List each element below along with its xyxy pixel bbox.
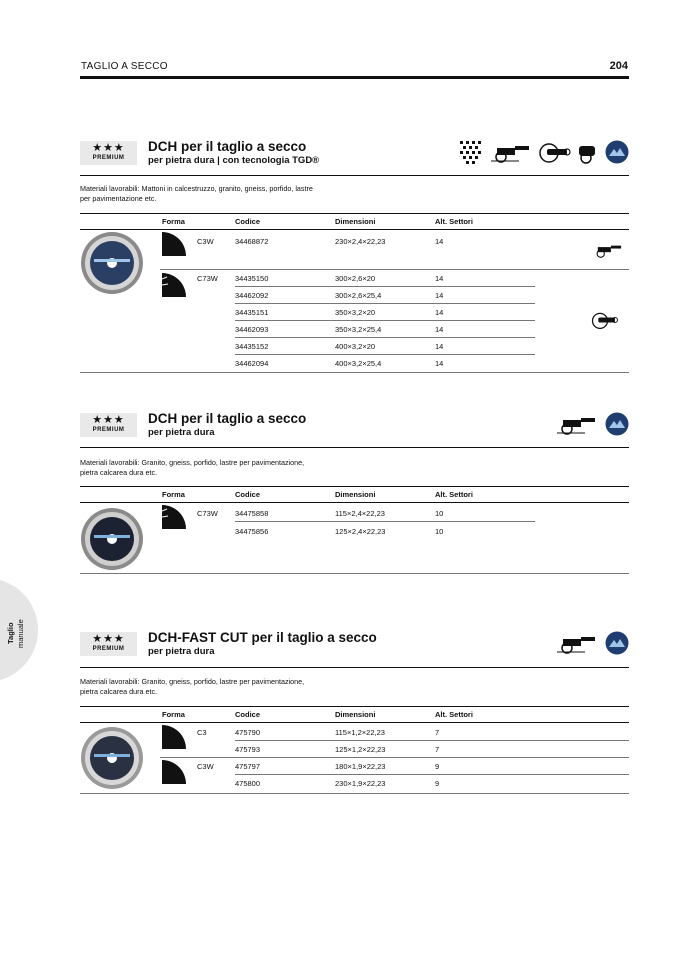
segment-shape-c73w [162, 273, 186, 297]
col-codice: Codice [235, 710, 261, 719]
product-section-dch [80, 411, 629, 581]
row-rule [235, 337, 535, 338]
col-codice: Codice [235, 490, 261, 499]
codice-value: 34435151 [235, 308, 269, 317]
premium-label: PREMIUM [92, 427, 125, 433]
dimensioni-value: 400×3,2×20 [335, 342, 376, 351]
table-top-rule [80, 706, 629, 707]
title-rule [80, 447, 629, 448]
alt-value: 9 [435, 762, 440, 771]
row-rule [235, 521, 535, 522]
dimensioni-value: 125×1,2×22,23 [335, 745, 386, 754]
alt-value: 10 [435, 509, 444, 518]
materials-line1: Materiali lavorabili: Mattoni in calcestruzzo, granito, gneiss, porfido, lastre [80, 184, 313, 193]
product-section-dch-tgd [80, 139, 629, 379]
col-dimensioni: Dimensioni [335, 710, 376, 719]
wall-saw-icon [592, 241, 624, 259]
forma-value: C3 [197, 728, 207, 737]
col-dimensioni: Dimensioni [335, 217, 376, 226]
codice-value: 475793 [235, 745, 261, 754]
col-alt-settori: Alt. Settori [435, 710, 473, 719]
row-rule [235, 774, 629, 775]
forma-value: C73W [197, 274, 218, 283]
alt-value: 14 [435, 359, 444, 368]
table-top-rule [80, 213, 629, 214]
section-bottom-rule [80, 573, 629, 574]
materials-line2: pietra calcarea dura etc. [80, 687, 158, 696]
rating-stars: ★★★ [92, 633, 125, 645]
forma-value: C3W [197, 762, 214, 771]
premium-badge [80, 632, 137, 656]
materials-line1: Materiali lavorabili: Granito, gneiss, porfido, lastre per pavimentazione, [80, 458, 305, 467]
row-rule [235, 320, 535, 321]
wall-saw-icon [489, 141, 533, 163]
premium-badge [80, 413, 137, 437]
alt-value: 14 [435, 237, 444, 246]
row-rule [235, 354, 535, 355]
application-icons [555, 411, 629, 437]
table-header-rule [80, 502, 629, 503]
materials-text [80, 677, 380, 697]
section-title: DCH-FAST CUT per il taglio a secco [148, 630, 377, 645]
alt-value: 14 [435, 274, 444, 283]
alt-value: 14 [435, 291, 444, 300]
dimensioni-value: 350×3,2×25,4 [335, 325, 382, 334]
power-cutter-icon [577, 140, 599, 164]
alt-value: 14 [435, 325, 444, 334]
codice-value: 34462092 [235, 291, 269, 300]
segment-shape-c3 [162, 725, 186, 749]
rating-stars: ★★★ [92, 142, 125, 154]
section-subtitle: per pietra dura [148, 427, 215, 438]
dimensioni-value: 115×2,4×22,23 [335, 509, 385, 518]
dimensioni-value: 300×2,6×25,4 [335, 291, 382, 300]
col-dimensioni: Dimensioni [335, 490, 376, 499]
materials-text [80, 184, 380, 204]
title-rule [80, 175, 629, 176]
application-icons [459, 139, 629, 165]
dimensioni-value: 180×1,9×22,23 [335, 762, 386, 771]
codice-value: 475797 [235, 762, 261, 771]
col-forma: Forma [162, 217, 185, 226]
premium-label: PREMIUM [92, 646, 125, 652]
alt-value: 10 [435, 527, 444, 536]
stone-material-icon [605, 631, 629, 655]
materials-line2: pietra calcarea dura etc. [80, 468, 158, 477]
dimensioni-value: 230×2,4×22,23 [335, 237, 386, 246]
codice-value: 34475858 [235, 509, 269, 518]
page-number: 204 [609, 60, 628, 72]
page-section-title: TAGLIO A SECCO [81, 61, 168, 72]
rating-stars: ★★★ [92, 414, 125, 426]
col-alt-settori: Alt. Settori [435, 217, 473, 226]
stone-material-icon [605, 412, 629, 436]
product-section-dch-fast-cut [80, 630, 629, 800]
row-rule [235, 286, 535, 287]
segment-shape-c73w [162, 505, 186, 529]
diamond-blade-image [80, 231, 144, 295]
segment-shape-c3w [162, 760, 186, 784]
table-top-rule [80, 486, 629, 487]
section-bottom-rule [80, 372, 629, 373]
alt-value: 14 [435, 308, 444, 317]
col-codice: Codice [235, 217, 261, 226]
forma-value: C3W [197, 237, 214, 246]
side-tab-line1: Taglio [6, 622, 15, 644]
codice-value: 34475856 [235, 527, 269, 536]
forma-value: C73W [197, 509, 218, 518]
title-rule [80, 667, 629, 668]
application-icons [555, 630, 629, 656]
alt-value: 7 [435, 745, 440, 754]
codice-value: 34435150 [235, 274, 269, 283]
angle-grinder-icon [555, 413, 599, 435]
stone-material-icon [605, 140, 629, 164]
dots-pattern-icon [459, 140, 483, 164]
codice-value: 34462094 [235, 359, 269, 368]
diamond-blade-image [80, 726, 144, 790]
dimensioni-value: 400×3,2×25,4 [335, 359, 382, 368]
side-tab-line2: manuale [16, 619, 25, 648]
dimensioni-value: 125×2,4×22,23 [335, 527, 386, 536]
premium-badge [80, 141, 137, 165]
codice-value: 475790 [235, 728, 261, 737]
row-rule [235, 740, 629, 741]
table-header-rule [80, 229, 629, 230]
angle-grinder-icon [539, 140, 571, 164]
materials-line1: Materiali lavorabili: Granito, gneiss, porfido, lastre per pavimentazione, [80, 677, 305, 686]
segment-shape-c3w [162, 232, 186, 256]
header-rule [80, 76, 629, 79]
row-rule [160, 757, 629, 758]
codice-value: 34462093 [235, 325, 269, 334]
materials-text [80, 458, 380, 478]
section-title: DCH per il taglio a secco [148, 411, 307, 426]
side-tab-label [4, 600, 34, 658]
materials-line2: per pavimentazione etc. [80, 194, 157, 203]
col-forma: Forma [162, 710, 185, 719]
diamond-blade-image [80, 507, 144, 571]
dimensioni-value: 115×1,2×22,23 [335, 728, 385, 737]
alt-value: 9 [435, 779, 440, 788]
row-rule [160, 269, 629, 270]
dimensioni-value: 300×2,6×20 [335, 274, 376, 283]
section-title: DCH per il taglio a secco [148, 139, 307, 154]
row-rule [235, 303, 535, 304]
section-subtitle: per pietra dura [148, 646, 215, 657]
codice-value: 34435152 [235, 342, 269, 351]
dimensioni-value: 350×3,2×20 [335, 308, 376, 317]
premium-label: PREMIUM [92, 155, 125, 161]
section-bottom-rule [80, 793, 629, 794]
angle-grinder-icon [588, 310, 622, 330]
alt-value: 14 [435, 342, 444, 351]
dimensioni-value: 230×1,9×22,23 [335, 779, 386, 788]
angle-grinder-icon [555, 632, 599, 654]
section-subtitle: per pietra dura | con tecnologia TGD® [148, 155, 320, 166]
col-alt-settori: Alt. Settori [435, 490, 473, 499]
col-forma: Forma [162, 490, 185, 499]
codice-value: 34468872 [235, 237, 269, 246]
alt-value: 7 [435, 728, 440, 737]
table-header-rule [80, 722, 629, 723]
codice-value: 475800 [235, 779, 261, 788]
